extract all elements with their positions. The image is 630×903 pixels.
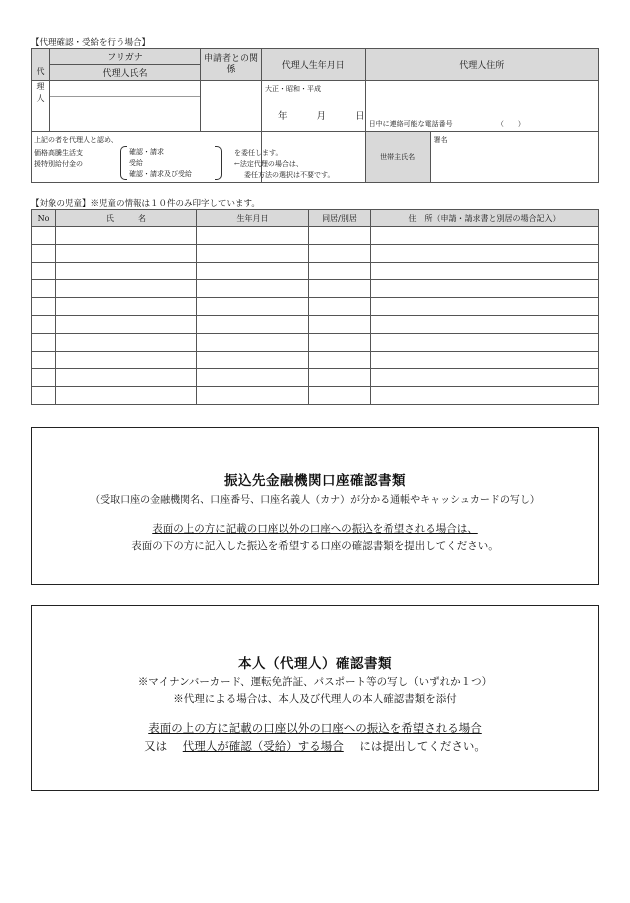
col-name: 代理人氏名 (50, 65, 201, 81)
householder-label: 世帯主氏名 (365, 132, 430, 183)
table-row (32, 244, 599, 262)
row-address-cell[interactable] (371, 244, 599, 262)
row-address-cell[interactable] (371, 369, 599, 387)
row-address-cell[interactable] (371, 227, 599, 245)
row-name-cell[interactable] (56, 333, 197, 351)
option-confirm-claim[interactable]: 確認・請求 (129, 148, 164, 156)
bank-document-box (31, 427, 599, 585)
identity-box-title: 本人（代理人）確認書類 (238, 656, 392, 672)
bank-box-line2: 表面の下の方に記入した振込を希望する口座の確認書類を提出してください。 (131, 540, 499, 552)
row-cohabitation-cell[interactable] (309, 244, 371, 262)
row-name-cell[interactable] (56, 244, 197, 262)
furigana-field[interactable] (50, 81, 200, 97)
row-address-cell[interactable] (371, 333, 599, 351)
proxy-table (31, 48, 599, 183)
proxy-name-field[interactable] (50, 97, 200, 131)
header-no: No (32, 210, 56, 227)
row-name-cell[interactable] (56, 262, 197, 280)
row-name-cell[interactable] (56, 387, 197, 405)
delegation-line: 上記の者を代理人と認め、 (34, 136, 118, 144)
row-birthdate-cell[interactable] (197, 227, 309, 245)
bank-box-title: 振込先金融機関口座確認書類 (224, 473, 406, 489)
row-birthdate-cell[interactable] (197, 280, 309, 298)
col-address: 代理人住所 (365, 49, 598, 81)
row-no-cell[interactable] (32, 315, 56, 333)
row-cohabitation-cell[interactable] (309, 262, 371, 280)
delegation-cell (32, 132, 335, 183)
address-field[interactable] (365, 81, 598, 132)
side-label-nin: 人 (36, 94, 45, 103)
table-row (32, 280, 599, 298)
row-name-cell[interactable] (56, 298, 197, 316)
row-no-cell[interactable] (32, 244, 56, 262)
row-cohabitation-cell[interactable] (309, 298, 371, 316)
table-row (32, 351, 599, 369)
allowance-line1: 価格高騰生活支 (34, 149, 83, 157)
proxy-side-cell (32, 49, 50, 81)
table-row (32, 387, 599, 405)
row-no-cell[interactable] (32, 280, 56, 298)
side-label-ri: 理 (36, 82, 45, 91)
right-bracket (215, 146, 222, 180)
row-birthdate-cell[interactable] (197, 262, 309, 280)
identity-document-box (31, 605, 599, 791)
row-cohabitation-cell[interactable] (309, 351, 371, 369)
col-furigana: フリガナ (50, 49, 201, 65)
children-table (31, 209, 599, 405)
row-cohabitation-cell[interactable] (309, 315, 371, 333)
relation-field[interactable] (201, 81, 262, 132)
table-row (32, 333, 599, 351)
proxy-name-cell (50, 81, 201, 132)
row-birthdate-cell[interactable] (197, 298, 309, 316)
proxy-side-label: 代 (36, 66, 45, 76)
identity-box-line2: 又は 代理人が確認（受給）する場合 には提出してください。 (144, 739, 486, 753)
table-row (32, 227, 599, 245)
legal-note-1: ←法定代理の場合は、 (234, 160, 303, 168)
birthdate-field[interactable] (262, 81, 366, 132)
era-label: 大正・昭和・平成 (265, 85, 321, 93)
header-address: 住 所（申請・請求書と別居の場合記入） (371, 210, 599, 227)
row-no-cell[interactable] (32, 298, 56, 316)
legal-note-2: 委任方法の選択は不要です。 (244, 171, 335, 179)
bank-box-subtitle: （受取口座の金融機関名、口座番号、口座名義人（カナ）が分かる通帳やキャッシュカードの写し） (90, 495, 540, 506)
row-cohabitation-cell[interactable] (309, 280, 371, 298)
proxy-section-heading: 【代理確認・受給を行う場合】 (31, 38, 151, 48)
bank-box-line1: 表面の上の方に記載の口座以外の口座への振込を希望される場合は、 (152, 523, 478, 535)
row-name-cell[interactable] (56, 315, 197, 333)
header-birthdate: 生年月日 (197, 210, 309, 227)
row-no-cell[interactable] (32, 227, 56, 245)
daytime-phone-row: 日中に連絡可能な電話番号 （ ） (368, 120, 525, 128)
row-cohabitation-cell[interactable] (309, 333, 371, 351)
identity-box-line1: 表面の上の方に記載の口座以外の口座への振込を希望される場合 (148, 721, 482, 735)
header-cohabitation: 同居/別居 (309, 210, 371, 227)
option-confirm-claim-receive[interactable]: 確認・請求及び受給 (129, 170, 192, 178)
option-receive[interactable]: 受給 (129, 159, 143, 167)
table-row (32, 298, 599, 316)
row-cohabitation-cell[interactable] (309, 369, 371, 387)
children-header-row (32, 210, 599, 227)
row-birthdate-cell[interactable] (197, 333, 309, 351)
row-birthdate-cell[interactable] (197, 369, 309, 387)
row-name-cell[interactable] (56, 280, 197, 298)
children-section-heading: 【対象の児童】※児童の情報は１０件のみ印字しています。 (31, 199, 260, 209)
row-no-cell[interactable] (32, 262, 56, 280)
signature-label: 署名 (433, 136, 448, 144)
row-address-cell[interactable] (371, 280, 599, 298)
row-address-cell[interactable] (371, 387, 599, 405)
row-name-cell[interactable] (56, 351, 197, 369)
ymd-labels: 年 月 日 (278, 111, 365, 122)
row-birthdate-cell[interactable] (197, 351, 309, 369)
col-birthdate: 代理人生年月日 (262, 49, 366, 81)
row-address-cell[interactable] (371, 351, 599, 369)
row-name-cell[interactable] (56, 369, 197, 387)
row-address-cell[interactable] (371, 262, 599, 280)
row-birthdate-cell[interactable] (197, 315, 309, 333)
header-name: 氏 名 (56, 210, 197, 227)
table-row (32, 369, 599, 387)
entrust-line: を委任します。 (234, 149, 283, 157)
row-no-cell[interactable] (32, 351, 56, 369)
row-birthdate-cell[interactable] (197, 387, 309, 405)
row-cohabitation-cell[interactable] (309, 387, 371, 405)
table-row (32, 315, 599, 333)
proxy-side-cell-lower (32, 81, 50, 132)
allowance-line2: 援特別給付金の (34, 160, 83, 168)
row-no-cell[interactable] (32, 387, 56, 405)
row-no-cell[interactable] (32, 369, 56, 387)
signature-field[interactable] (430, 132, 598, 183)
row-address-cell[interactable] (371, 315, 599, 333)
identity-box-note2: ※代理による場合は、本人及び代理人の本人確認書類を添付 (173, 693, 457, 705)
row-cohabitation-cell[interactable] (309, 227, 371, 245)
left-bracket (120, 146, 127, 180)
row-birthdate-cell[interactable] (197, 244, 309, 262)
table-row (32, 262, 599, 280)
col-relation: 申請者との関係 (201, 49, 262, 81)
row-address-cell[interactable] (371, 298, 599, 316)
row-no-cell[interactable] (32, 333, 56, 351)
identity-box-note1: ※マイナンバーカード、運転免許証、パスポート等の写し（いずれか１つ） (137, 676, 493, 688)
row-name-cell[interactable] (56, 227, 197, 245)
